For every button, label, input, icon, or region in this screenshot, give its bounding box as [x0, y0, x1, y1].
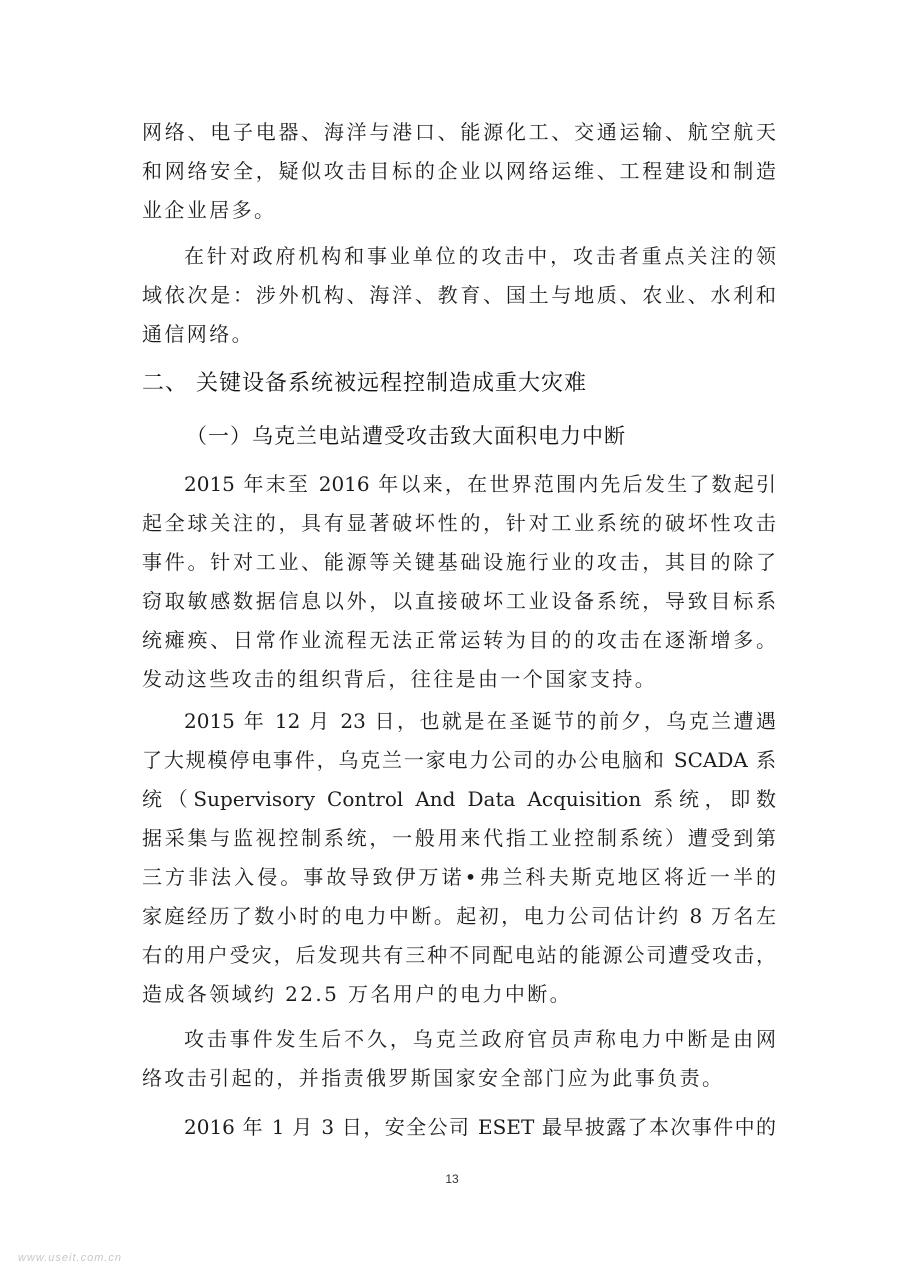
paragraph-eset-disclosure [142, 1108, 782, 1147]
paragraph-government-response [142, 1020, 782, 1098]
text-line: 2015 年 12 月 23 日，也就是在圣诞节的前夕，乌克兰遭遇 [184, 709, 776, 733]
text-line: 了大规模停电事件，乌克兰一家电力公司的办公电脑和 SCADA 系 [142, 748, 776, 772]
text-line: 统（Supervisory Control And Data Acquisition 系统，即数 [142, 787, 776, 811]
page-number: 13 [445, 1172, 459, 1186]
text-line: 造成各领域约 22.5 万名用户的电力中断。 [142, 982, 573, 1006]
text-line: 三方非法入侵。事故导致伊万诺•弗兰科夫斯克地区将近一半的 [142, 865, 776, 889]
text-line: 起全球关注的，具有显著破坏性的，针对工业系统的破坏性攻击 [142, 511, 776, 535]
text-line: 攻击事件发生后不久，乌克兰政府官员声称电力中断是由网 [184, 1027, 776, 1051]
text-line: 据采集与监视控制系统，一般用来代指工业控制系统）遭受到第 [142, 826, 776, 850]
paragraph-government-targets [142, 237, 782, 354]
text-line: 发动这些攻击的组织背后，往往是由一个国家支持。 [142, 667, 658, 691]
text-line: 业企业居多。 [142, 198, 277, 222]
text-line: 右的用户受灾，后发现共有三种不同配电站的能源公司遭受攻击， [142, 943, 776, 967]
text-line: 家庭经历了数小时的电力中断。起初，电力公司估计约 8 万名左 [142, 904, 776, 928]
text-line: 2015 年末至 2016 年以来，在世界范围内先后发生了数起引 [184, 472, 776, 496]
text-line: 统瘫痪、日常作业流程无法正常运转为目的的攻击在逐渐增多。 [142, 628, 776, 652]
text-line: 通信网络。 [142, 322, 254, 346]
paragraph-attack-overview [142, 465, 782, 699]
section-heading: 二、 关键设备系统被远程控制造成重大灾难 [142, 371, 587, 396]
text-line: 窃取敏感数据信息以外，以直接破坏工业设备系统，导致目标系 [142, 589, 776, 613]
text-line: 域依次是：涉外机构、海洋、教育、国土与地质、农业、水利和 [142, 283, 776, 307]
text-line: 网络、电子电器、海洋与港口、能源化工、交通运输、航空航天 [142, 120, 776, 144]
text-line: 络攻击引起的，并指责俄罗斯国家安全部门应为此事负责。 [142, 1066, 725, 1090]
paragraph-sectors-continued [142, 113, 782, 230]
site-watermark: www.useit.com.cn [18, 1252, 123, 1264]
paragraph-ukraine-blackout [142, 702, 782, 1014]
text-line: 事件。针对工业、能源等关键基础设施行业的攻击，其目的除了 [142, 550, 776, 574]
text-line: 2016 年 1 月 3 日，安全公司 ESET 最早披露了本次事件中的 [184, 1115, 776, 1139]
subsection-heading: （一）乌克兰电站遭受攻击致大面积电力中断 [186, 424, 626, 448]
text-line: 和网络安全，疑似攻击目标的企业以网络运维、工程建设和制造 [142, 159, 776, 183]
text-line: 在针对政府机构和事业单位的攻击中，攻击者重点关注的领 [184, 244, 776, 268]
